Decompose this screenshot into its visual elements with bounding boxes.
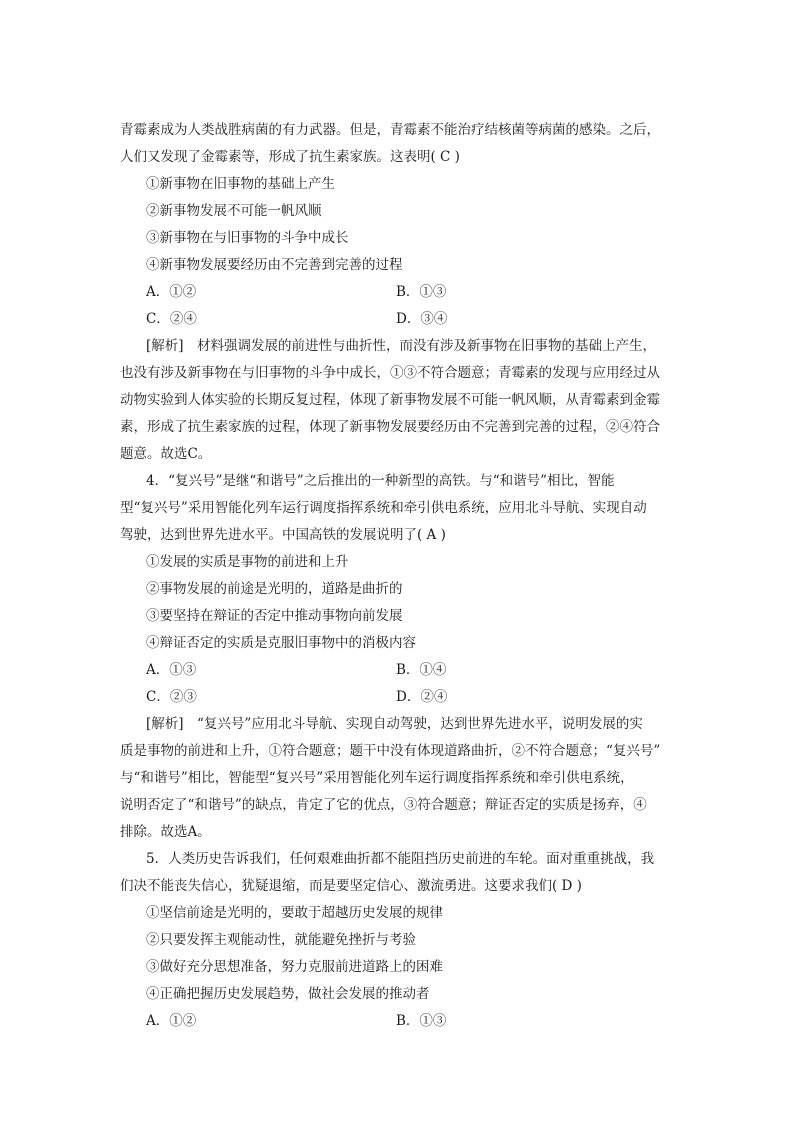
- q4-option-d: D．②④: [396, 689, 448, 705]
- q3-analysis-line-3: 动物实验到人体实验的长期反复过程，体现了新事物发展不可能一帆风顺，从青霉素到金霉: [120, 392, 660, 408]
- q3-stem-line-1: 青霉素成为人类战胜病菌的有力武器。但是，青霉素不能治疗结核菌等病菌的感染。之后，: [120, 122, 660, 138]
- q5-option-a: A．①②: [146, 1013, 197, 1029]
- q3-stem-line-2: 人们又发现了金霉素等，形成了抗生素家族。这表明( C ): [120, 149, 460, 165]
- q4-analysis-line-2: 质是事物的前进和上升，①符合题意；题干中没有体现道路曲折，②不符合题意；“复兴号”: [120, 743, 661, 759]
- q3-statement-2: ②新事物发展不可能一帆风顺: [146, 203, 322, 219]
- q4-stem-line-1: 4．“复兴号”是继“和谐号”之后推出的一种新型的高铁。与“和谐号”相比，智能: [146, 473, 615, 489]
- q5-statement-2: ②只要发挥主观能动性，就能避免挫折与考验: [146, 932, 416, 948]
- q4-analysis-line-3: 与“和谐号”相比，智能型“复兴号”采用智能化列车运行调度指挥系统和牵引供电系统，: [120, 770, 634, 786]
- q4-statement-1: ①发展的实质是事物的前进和上升: [146, 554, 349, 570]
- q3-option-b: B．①③: [396, 284, 447, 300]
- q3-option-d: D．③④: [396, 311, 448, 327]
- q3-analysis-line-5: 题意。故选C。: [120, 446, 212, 462]
- q5-stem-line-2: 们决不能丧失信心，犹疑退缩，而是要坚定信心、激流勇进。这要求我们( D ): [120, 878, 582, 894]
- q5-statement-1: ①坚信前途是光明的，要敢于超越历史发展的规律: [146, 905, 443, 921]
- q3-analysis-line-1: [解析] 材料强调发展的前进性与曲折性，而没有涉及新事物在旧事物的基础上产生，: [146, 338, 657, 354]
- q5-option-b: B．①③: [396, 1013, 447, 1029]
- q4-option-a: A．①③: [146, 662, 197, 678]
- q4-statement-4: ④辩证否定的实质是克服旧事物中的消极内容: [146, 635, 416, 651]
- q4-analysis-line-4: 说明否定了“和谐号”的缺点，肯定了它的优点，③符合题意；辩证否定的实质是扬弃，④: [120, 797, 647, 813]
- q5-statement-3: ③做好充分思想准备，努力克服前进道路上的困难: [146, 959, 443, 975]
- q4-analysis-line-1: [解析] “复兴号”应用北斗导航、实现自动驾驶，达到世界先进水平，说明发展的实: [146, 716, 643, 732]
- q4-statement-2: ②事物发展的前途是光明的，道路是曲折的: [146, 581, 403, 597]
- q4-option-b: B．①④: [396, 662, 447, 678]
- q3-option-a: A．①②: [146, 284, 197, 300]
- q3-option-c: C．②④: [146, 311, 197, 327]
- q3-statement-4: ④新事物发展要经历由不完善到完善的过程: [146, 257, 403, 273]
- q3-statement-1: ①新事物在旧事物的基础上产生: [146, 176, 335, 192]
- q5-statement-4: ④正确把握历史发展趋势，做社会发展的推动者: [146, 986, 430, 1002]
- q4-statement-3: ③要坚持在辩证的否定中推动事物向前发展: [146, 608, 403, 624]
- q4-stem-line-2: 型“复兴号”采用智能化列车运行调度指挥系统和牵引供电系统，应用北斗导航、实现自动: [120, 500, 647, 516]
- q3-statement-3: ③新事物在与旧事物的斗争中成长: [146, 230, 349, 246]
- q4-option-c: C．②③: [146, 689, 197, 705]
- q3-analysis-line-4: 素，形成了抗生素家族的过程，体现了新事物发展要经历由不完善到完善的过程，②④符合: [120, 419, 660, 435]
- q5-stem-line-1: 5．人类历史告诉我们，任何艰难曲折都不能阻挡历史前进的车轮。面对重重挑战，我: [146, 851, 655, 867]
- q4-analysis-line-5: 排除。故选A。: [120, 824, 211, 840]
- q3-analysis-line-2: 也没有涉及新事物在与旧事物的斗争中成长，①③不符合题意；青霉素的发现与应用经过从: [120, 365, 660, 381]
- q4-stem-line-3: 驾驶，达到世界先进水平。中国高铁的发展说明了( A ): [120, 527, 446, 543]
